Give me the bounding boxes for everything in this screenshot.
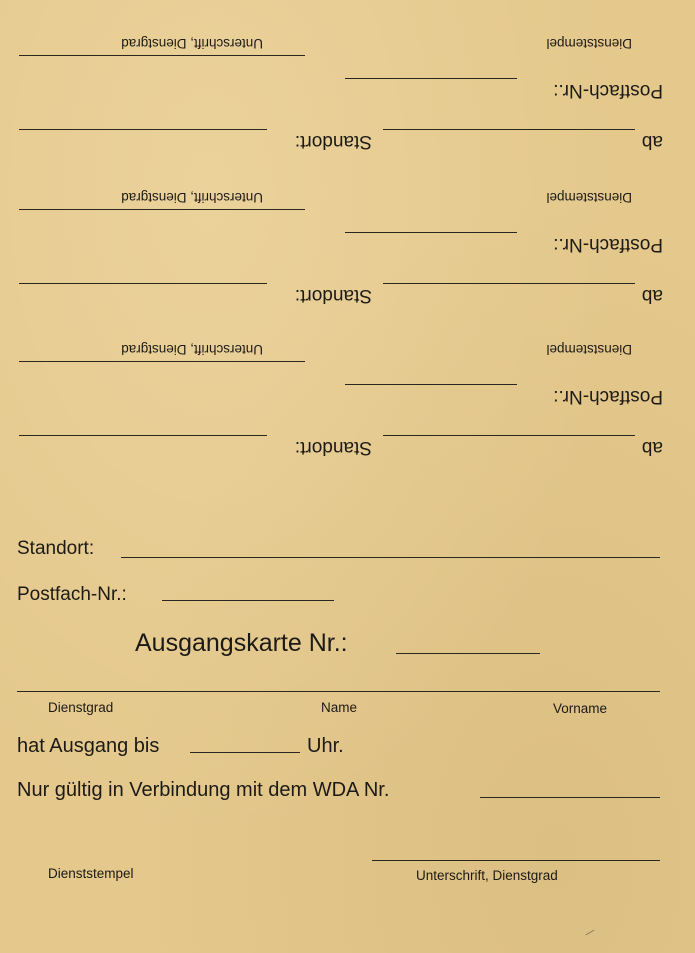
postfach-line[interactable] — [162, 600, 334, 601]
karte-nr-line[interactable] — [396, 653, 540, 654]
standort-line[interactable] — [19, 129, 267, 130]
dienststempel-label: Dienststempel — [48, 866, 134, 881]
vorname-label: Vorname — [553, 701, 608, 716]
postfach-label: Postfach-Nr.: — [553, 386, 663, 407]
postfach-label: Postfach-Nr.: — [553, 80, 663, 101]
ausgang-prefix: hat Ausgang bis — [17, 735, 160, 757]
postfach-label: Postfach-Nr.: — [553, 234, 663, 255]
routing-block — [0, 307, 695, 460]
ab-line[interactable] — [383, 435, 635, 436]
page-title: Ausgangskarte Nr.: — [135, 629, 348, 657]
routing-block — [0, 1, 695, 154]
standort-line[interactable] — [121, 557, 660, 558]
dienststempel-label: Dienststempel — [546, 190, 632, 205]
dienstgrad-label: Dienstgrad — [48, 700, 114, 715]
ausgang-suffix: Uhr. — [307, 735, 344, 757]
postfach-line[interactable] — [345, 78, 517, 79]
standort-line[interactable] — [19, 283, 267, 284]
ab-line[interactable] — [383, 283, 635, 284]
wda-label: Nur gültig in Verbindung mit dem WDA Nr. — [17, 779, 390, 801]
dienststempel-label: Dienststempel — [546, 36, 632, 51]
name-label: Name — [321, 700, 358, 715]
dienststempel-label: Dienststempel — [546, 342, 632, 357]
standort-label: Standort: — [17, 538, 95, 559]
ausgang-time-line[interactable] — [190, 752, 300, 753]
unterschrift-label: Unterschrift, Dienstgrad — [121, 190, 263, 205]
standort-line[interactable] — [19, 435, 267, 436]
standort-label: Standort: — [294, 437, 372, 458]
routing-section-upside-down — [0, 0, 695, 460]
standort-label: Standort: — [294, 285, 372, 306]
paper-mark — [585, 930, 594, 936]
standort-label: Standort: — [294, 131, 372, 152]
name-line[interactable] — [17, 691, 660, 692]
postfach-label: Postfach-Nr.: — [17, 584, 127, 605]
wda-line[interactable] — [480, 797, 660, 798]
routing-block — [0, 155, 695, 308]
ab-label: ab — [641, 285, 663, 306]
unterschrift-line[interactable] — [19, 209, 305, 210]
unterschrift-label: Unterschrift, Dienstgrad — [121, 342, 263, 357]
unterschrift-label: Unterschrift, Dienstgrad — [416, 868, 558, 883]
ab-line[interactable] — [383, 129, 635, 130]
unterschrift-line[interactable] — [372, 860, 660, 861]
ab-label: ab — [641, 131, 663, 152]
unterschrift-line[interactable] — [19, 55, 305, 56]
ab-label: ab — [641, 437, 663, 458]
unterschrift-line[interactable] — [19, 361, 305, 362]
postfach-line[interactable] — [345, 384, 517, 385]
unterschrift-label: Unterschrift, Dienstgrad — [121, 36, 263, 51]
postfach-line[interactable] — [345, 232, 517, 233]
